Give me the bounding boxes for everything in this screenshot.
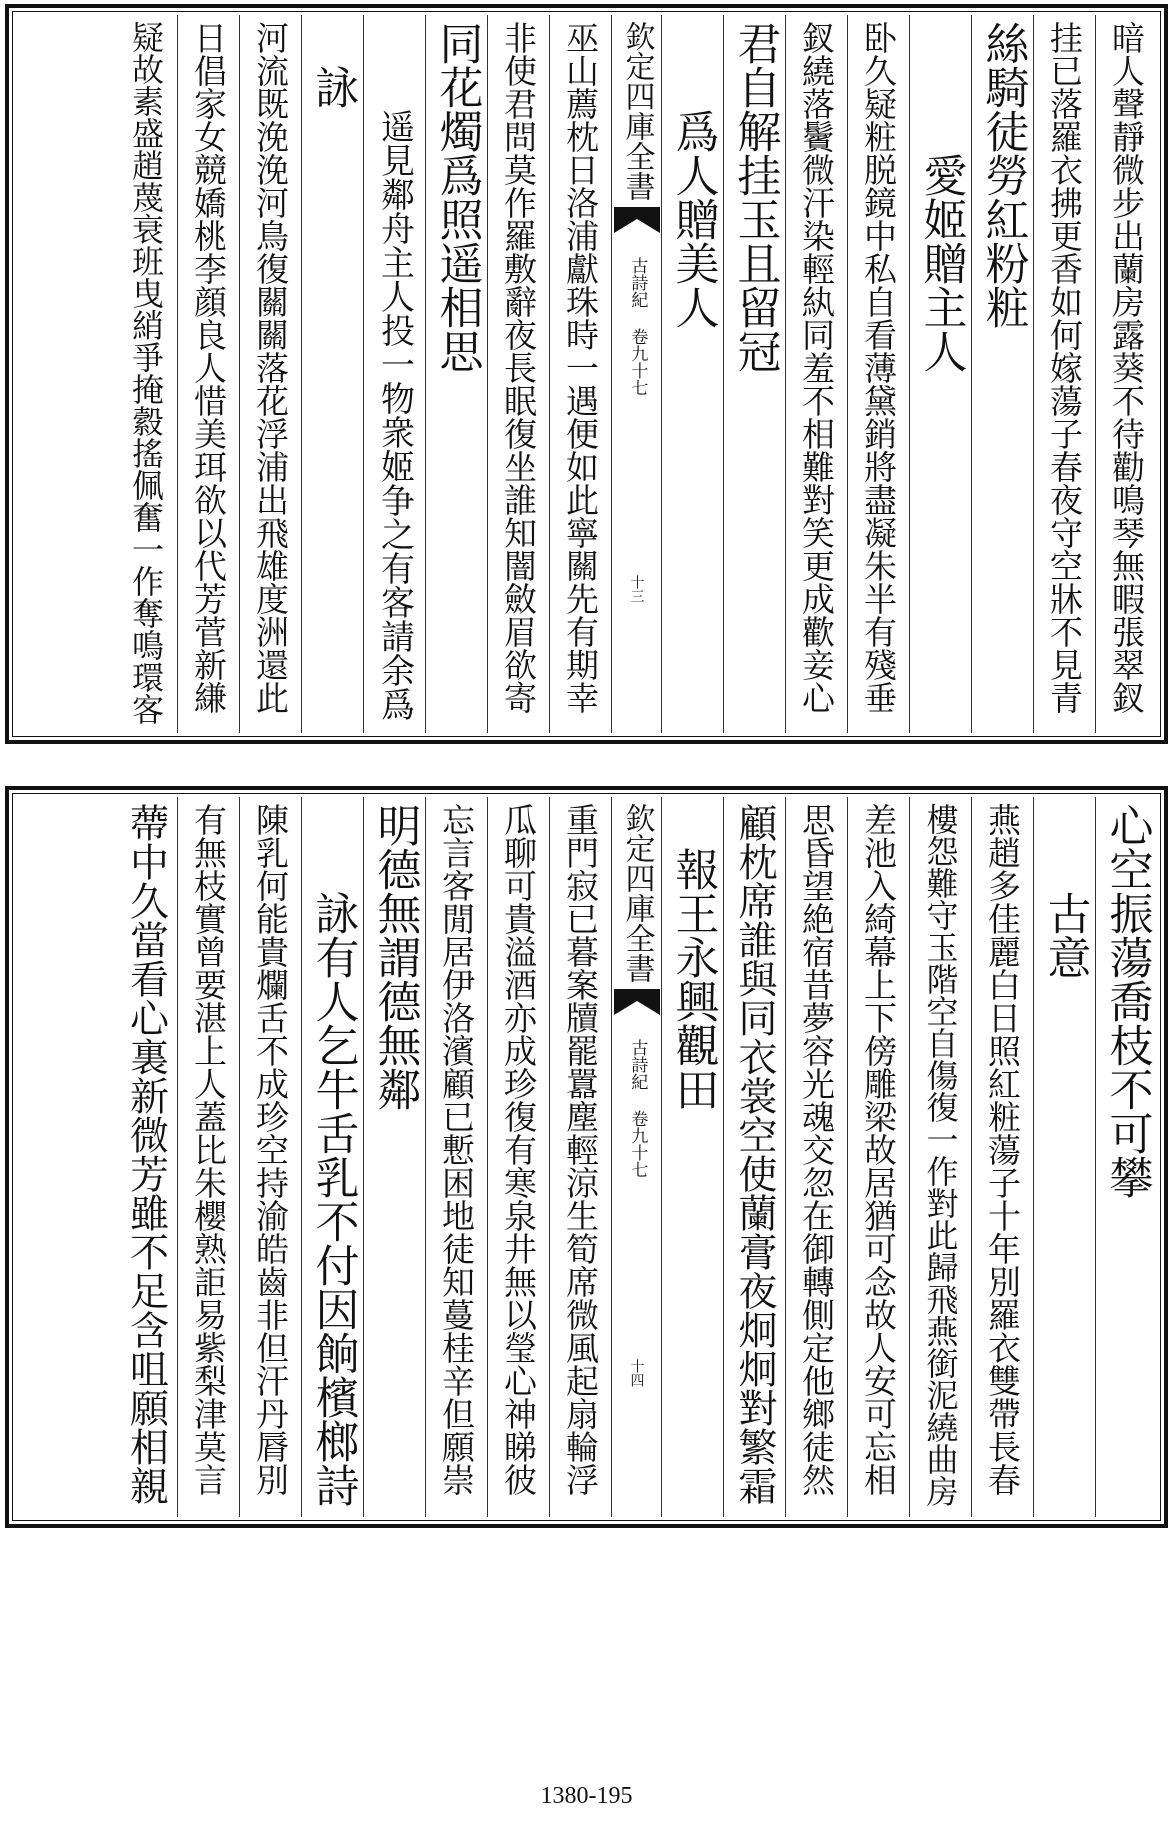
text-column (909, 15, 971, 733)
bottom-panel (5, 786, 1168, 1528)
column-text: 瓜聊可貴溢酒亦成珍復有寒泉井無以瑩心神睇彼 (499, 803, 538, 1496)
column-text: 卧久疑粧脱鏡中私自看薄黛銷將盡凝朱半有殘垂 (859, 21, 898, 714)
text-column (487, 15, 549, 733)
column-text: 非使君問莫作羅敷辭夜長眠復坐誰知闇斂眉欲寄 (499, 21, 538, 714)
text-column (1095, 797, 1157, 1517)
column-text: 心空振蕩喬枝不可攀 (1101, 803, 1153, 1199)
column-text: 詠 (307, 65, 359, 109)
text-column (177, 15, 239, 733)
column-text: 燕趙多佳麗白日照紅粧蕩子十年別羅衣雙帶長春 (983, 803, 1022, 1496)
text-column (425, 797, 487, 1517)
column-text: 遥見鄰舟主人投一物衆姬争之有客請余爲 (374, 109, 415, 721)
column-text: 疑故素盛趙蔑衰班曳綃爭掩縠搖佩奮一作奪鳴環客 (127, 21, 165, 725)
column-text: 巫山薦枕日洛浦獻珠時一遇便如此寧關先有期幸 (561, 21, 600, 714)
margin-page-number: 十三 (628, 575, 645, 603)
column-text: 古意 (1039, 891, 1091, 979)
margin-volume: 古詩紀 卷九十七 (627, 257, 648, 396)
text-column (847, 15, 909, 733)
text-column (785, 797, 847, 1517)
column-text: 暗人聲靜微步出蘭房露葵不待勸鳴琴無暇張翠釵 (1107, 21, 1146, 714)
column-text: 差池入綺幕上下傍雕梁故居猶可念故人安可忘相 (859, 803, 898, 1496)
margin-title: 欽定四庫全書 (619, 21, 655, 201)
page-number: 1380-195 (540, 1783, 633, 1809)
text-column (177, 797, 239, 1517)
margin-volume: 古詩紀 卷九十七 (627, 1039, 648, 1178)
text-column (661, 797, 723, 1517)
text-column (661, 15, 723, 733)
fish-tail-ornament-icon (612, 205, 662, 235)
column-text: 釵繞落鬢微汗染輕紈同羞不相難對笑更成歡妾心 (797, 21, 836, 714)
text-column (115, 797, 177, 1517)
column-text: 重門寂已暮案牘罷囂塵輕涼生筍席微風起扇輪浮 (561, 803, 600, 1496)
text-column (785, 15, 847, 733)
top-panel (5, 4, 1168, 744)
column-text: 愛姬贈主人 (915, 153, 967, 373)
top-columns (16, 15, 1157, 733)
text-column (301, 797, 363, 1517)
text-column (239, 797, 301, 1517)
text-column (723, 15, 785, 733)
column-text: 日倡家女競嬌桃李顔良人惜美珥欲以代芳菅新縑 (189, 21, 228, 714)
column-text: 顧枕席誰與同衣裳空使蘭膏夜炯炯對繁霜 (732, 803, 777, 1505)
bottom-columns (16, 797, 1157, 1517)
column-text: 同花燭爲照遥相思 (431, 21, 483, 373)
text-column (425, 15, 487, 733)
text-column (549, 797, 611, 1517)
column-text: 爲人贈美人 (667, 109, 719, 329)
text-column (363, 797, 425, 1517)
text-column (1033, 797, 1095, 1517)
text-column (549, 15, 611, 733)
text-column (909, 797, 971, 1517)
text-column (239, 15, 301, 733)
column-text: 詠有人乞牛舌乳不付因餉檳榔詩 (307, 891, 359, 1507)
column-text: 蔕中久當看心裏新微芳雖不足含咀願相親 (123, 803, 169, 1505)
text-column (301, 15, 363, 733)
text-column (1033, 15, 1095, 733)
center-margin (611, 797, 661, 1517)
text-column (971, 797, 1033, 1517)
text-column (487, 797, 549, 1517)
text-column (971, 15, 1033, 733)
column-text: 明德無謂德無鄰 (369, 803, 421, 1111)
text-column (847, 797, 909, 1517)
column-text: 報王永興觀田 (667, 847, 719, 1111)
column-text: 忘言客閒居伊洛濱顧已慙困地徒知蔓桂辛但願崇 (437, 803, 476, 1496)
column-text: 思昏望絶宿昔夢容光魂交忽在御轉側定他鄉徒然 (797, 803, 836, 1496)
text-column (1095, 15, 1157, 733)
column-text: 樓怨難守玉階空自傷復一作對此歸飛燕銜泥繞曲房 (921, 803, 960, 1507)
column-text: 君自解挂玉且留冠 (729, 21, 781, 373)
column-text: 絲騎徒勞紅粉粧 (977, 21, 1029, 329)
column-text: 挂已落羅衣拂更香如何嫁蕩子春夜守空牀不見青 (1045, 21, 1084, 714)
column-text: 河流既浼浼河鳥復關關落花浮浦出飛雄度洲還此 (251, 21, 290, 714)
center-margin (611, 15, 661, 733)
margin-title: 欽定四庫全書 (619, 803, 655, 983)
text-column (363, 15, 425, 733)
text-column (115, 15, 177, 733)
text-column (723, 797, 785, 1517)
margin-page-number: 十四 (628, 1359, 645, 1387)
fish-tail-ornament-icon (612, 987, 662, 1017)
column-text: 有無枝實曾要湛上人蓋比朱櫻熟詎易紫梨津莫言 (189, 803, 228, 1496)
column-text: 陳乳何能貴爛舌不成珍空持渝皓齒非但汗丹脣別 (251, 803, 290, 1496)
